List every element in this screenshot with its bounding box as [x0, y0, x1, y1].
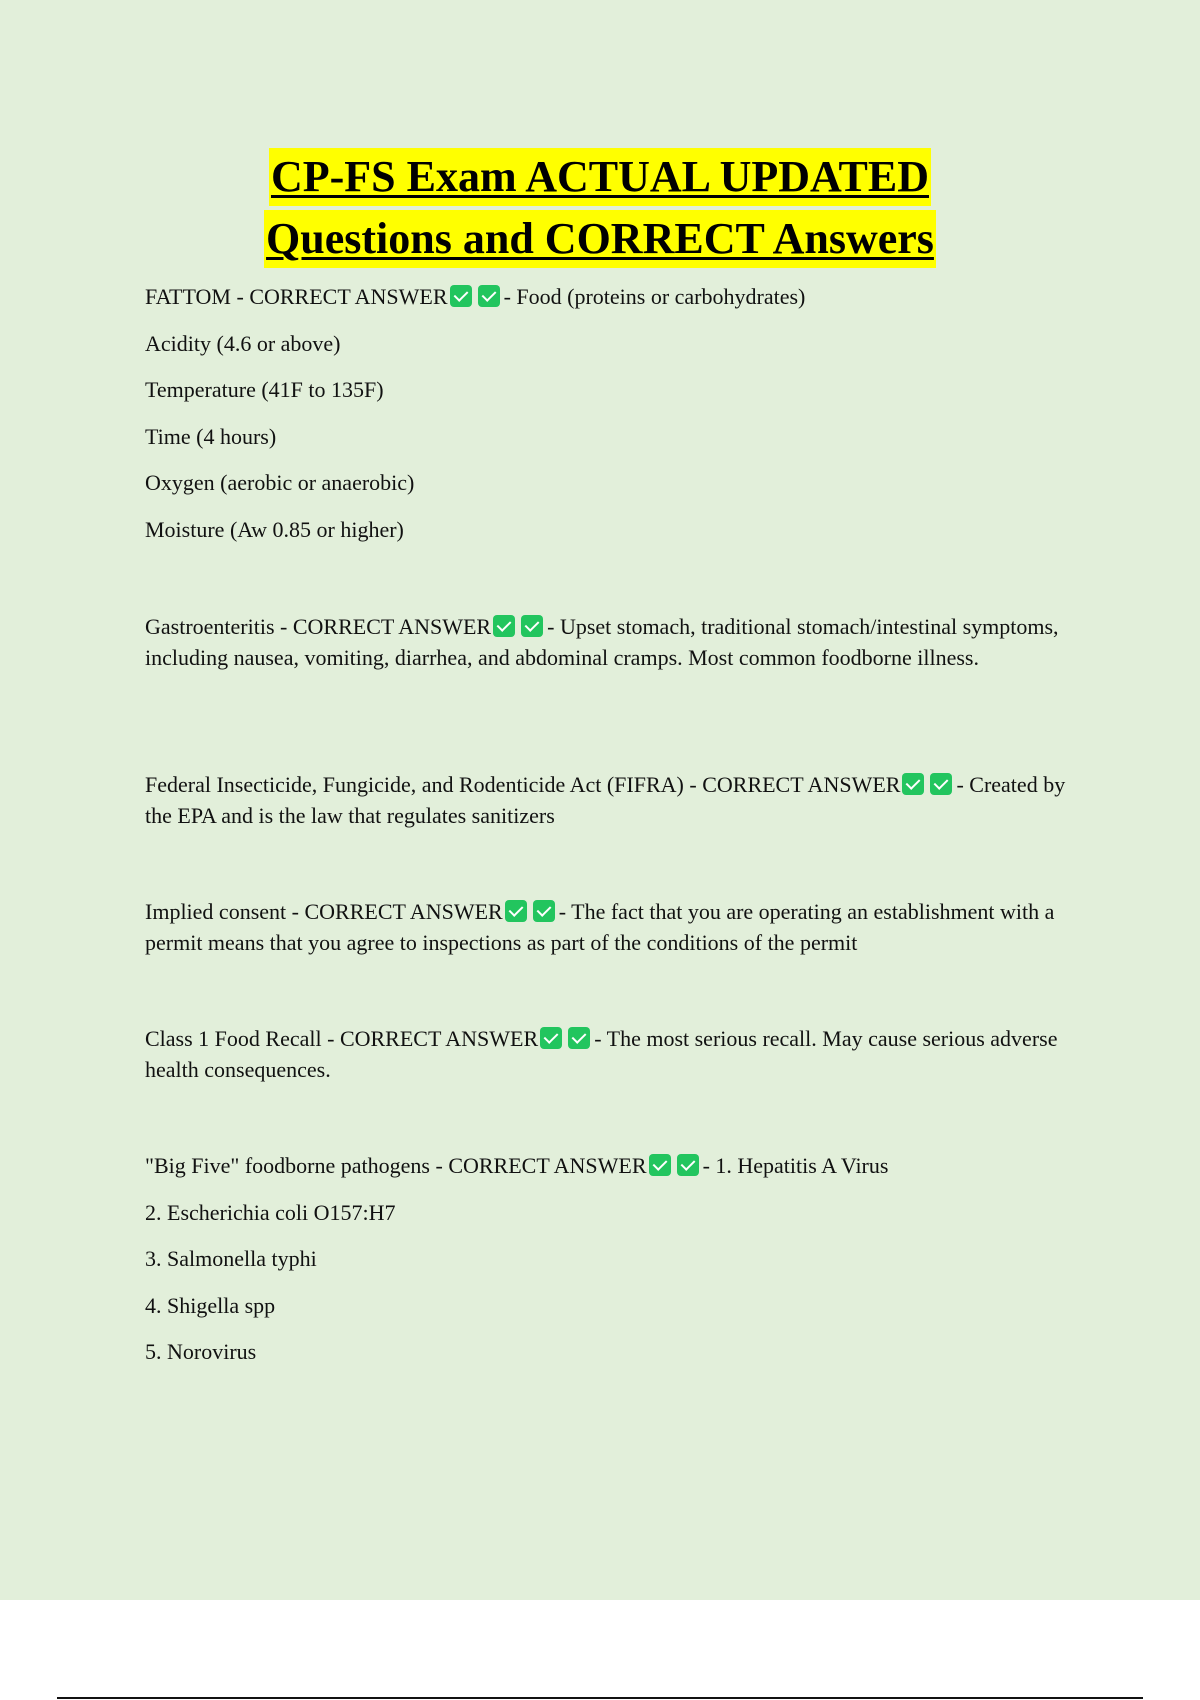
check-mark-icon: [450, 285, 472, 307]
qa-label: CORRECT ANSWER: [448, 1153, 647, 1178]
check-mark-icon: [930, 773, 952, 795]
check-mark-icon: [568, 1027, 590, 1049]
qa-item-class-1-food-recall: Class 1 Food Recall - CORRECT ANSWER - The most serious recall. May cause serious adverse health consequences.: [145, 1026, 1058, 1082]
qa-term: Federal Insecticide, Fungicide, and Rodenticide Act (FIFRA): [145, 772, 684, 797]
qa-term: Gastroenteritis: [145, 614, 275, 639]
title-line-1: CP-FS Exam ACTUAL UPDATED: [269, 148, 931, 206]
qa-answer-line: 4. Shigella spp: [145, 1292, 276, 1318]
qa-question-line: FATTOM - CORRECT ANSWER - Food (proteins or carbohydrates): [145, 284, 806, 309]
check-mark-icon: [533, 900, 555, 922]
qa-item-gastroenteritis: Gastroenteritis - CORRECT ANSWER - Upset stomach, traditional stomach/intestinal symptoms, including nausea, vomiting, diarrhea, and abdominal cramps. Most common foodborne illness.: [145, 614, 1059, 670]
qa-answer-line: Acidity (4.6 or above): [145, 330, 341, 356]
qa-label: CORRECT ANSWER: [249, 284, 448, 309]
qa-answer: The most serious recall. May cause serious adverse health consequences.: [145, 1026, 1058, 1082]
qa-answer-line: Oxygen (aerobic or anaerobic): [145, 470, 415, 495]
qa-term: Implied consent: [145, 899, 287, 924]
check-mark-icon: [505, 900, 527, 922]
footer-divider: [57, 1697, 1143, 1699]
qa-answer-line: 3. Salmonella typhi: [145, 1246, 317, 1271]
qa-answer-line: Temperature (41F to 135F): [145, 377, 384, 402]
qa-answer: The fact that you are operating an establishment with a permit means that you agree to inspections as part of the conditions of the permit: [145, 899, 1055, 955]
qa-answer-line: Time (4 hours): [145, 423, 277, 449]
check-mark-icon: [521, 615, 543, 637]
qa-label: CORRECT ANSWER: [292, 614, 492, 639]
check-mark-icon: [540, 1027, 562, 1049]
qa-item-implied-consent: Implied consent - CORRECT ANSWER - The fact that you are operating an establishment with a permit means that you agree to inspections as part of the conditions of the permit: [145, 899, 1055, 955]
check-mark-icon: [902, 773, 924, 795]
qa-answer-line: Moisture (Aw 0.85 or higher): [145, 516, 404, 542]
qa-label: CORRECT ANSWER: [339, 1026, 539, 1051]
check-mark-icon: [677, 1154, 699, 1176]
qa-item-fifra: Federal Insecticide, Fungicide, and Rodenticide Act (FIFRA) - CORRECT ANSWER - Created by the EPA and is the law that regulates sanitizers: [145, 772, 1066, 828]
check-mark-icon: [649, 1154, 671, 1176]
qa-answer: Created by the EPA and is the law that regulates sanitizers: [145, 772, 1066, 828]
check-mark-icon: [478, 285, 500, 307]
qa-item-big-five: [145, 1151, 1095, 1384]
qa-term: FATTOM: [145, 284, 231, 309]
qa-answer-line: 2. Escherichia coli O157:H7: [145, 1199, 396, 1225]
qa-answer-line: 5. Norovirus: [145, 1339, 257, 1364]
qa-answer: Food (proteins or carbohydrates): [516, 284, 806, 309]
qa-term: Class 1 Food Recall: [145, 1026, 322, 1051]
qa-question-line: "Big Five" foodborne pathogens - CORRECT ANSWER - 1. Hepatitis A Virus: [145, 1153, 889, 1178]
title-line-2: Questions and CORRECT Answers: [264, 210, 936, 268]
qa-answer: Upset stomach, traditional stomach/intestinal symptoms, including nausea, vomiting, diarrhea, and abdominal cramps. Most common foodborne illness.: [145, 614, 1059, 670]
check-mark-icon: [493, 615, 515, 637]
document-title: [0, 146, 1200, 270]
qa-label: CORRECT ANSWER: [304, 899, 503, 924]
qa-item-fattom: [145, 282, 1095, 561]
qa-answer: 1. Hepatitis A Virus: [715, 1153, 889, 1178]
qa-label: CORRECT ANSWER: [702, 772, 901, 797]
qa-term: "Big Five" foodborne pathogens: [145, 1153, 430, 1178]
